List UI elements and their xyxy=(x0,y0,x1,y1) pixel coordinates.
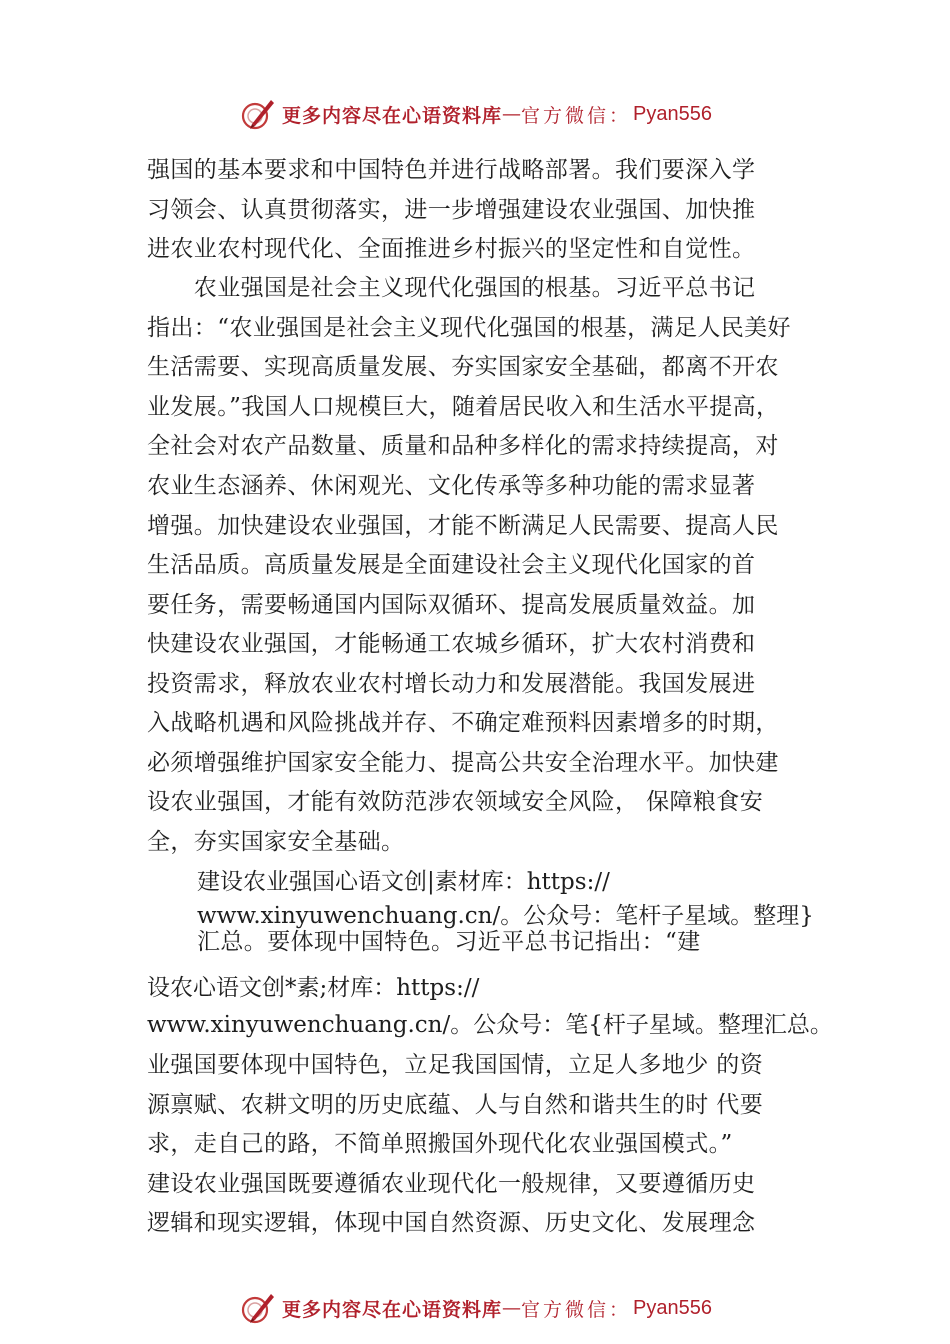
text-line: 建设农业强国心语文创|素材库：https:// xyxy=(197,869,610,895)
text-line: 进农业农村现代化、全面推进乡村振兴的坚定性和自觉性。 xyxy=(147,236,756,262)
text-line: 求，走自己的路，不简单照搬国外现代化农业强国模式。” xyxy=(147,1131,733,1157)
footer-separator: — xyxy=(502,1297,522,1319)
text-line: 农业生态涵养、休闲观光、文化传承等多种功能的需求显著 xyxy=(147,473,756,499)
text-line: 增强。加快建设农业强国，才能不断满足人民需要、提高人民 xyxy=(147,513,779,539)
header-separator: — xyxy=(502,103,522,125)
text-line: 必须增强维护国家安全能力、提高公共安全治理水平。加快建 xyxy=(147,750,779,776)
text-line: 设农心语文创*素;材库：https:// xyxy=(147,975,480,1001)
text-line: 入战略机遇和风险挑战并存、不确定难预料因素增多的时期， xyxy=(147,710,779,736)
text-line: 投资需求，释放农业农村增长动力和发展潜能。我国发展进 xyxy=(147,671,756,697)
text-line: 源禀赋、农耕文明的历史底蕴、人与自然和谐共生的时 代要 xyxy=(147,1092,764,1118)
text-line: 设农业强国，才能有效防范涉农领域安全风险， 保障粮食安 xyxy=(147,789,764,815)
text-line: 习领会、认真贯彻落实，进一步增强建设农业强国、加快推 xyxy=(147,197,756,223)
text-line: 建设农业强国既要遵循农业现代化一般规律，又要遵循历史 xyxy=(147,1171,756,1197)
text-line: 全社会对农产品数量、质量和品种多样化的需求持续提高，对 xyxy=(147,433,779,459)
text-line: 全，夯实国家安全基础。 xyxy=(147,829,405,855)
footer-title: 更多内容尽在心语资料库 xyxy=(282,1298,503,1321)
header-title: 更多内容尽在心语资料库 xyxy=(282,104,503,127)
footer-banner xyxy=(0,1286,950,1330)
pen-logo-icon xyxy=(238,1288,278,1328)
text-line: 指出：“农业强国是社会主义现代化强国的根基，满足人民美好 xyxy=(147,315,791,341)
footer-wechat-id: Pyan556 xyxy=(633,1296,712,1319)
header-banner xyxy=(0,92,950,136)
text-line: 农业强国是社会主义现代化强国的根基。习近平总书记 xyxy=(147,275,756,301)
text-line: 业强国要体现中国特色，立足我国国情，立足人多地少 的资 xyxy=(147,1052,764,1078)
text-line: 逻辑和现实逻辑，体现中国自然资源、历史文化、发展理念 xyxy=(147,1210,756,1236)
text-line: www.xinyuwenchuang.cn/。公众号：笔{杆子星域。整理汇总。 xyxy=(147,1012,833,1038)
text-line: 生活品质。高质量发展是全面建设社会主义现代化国家的首 xyxy=(147,552,756,578)
header-wechat-id: Pyan556 xyxy=(633,102,712,125)
header-wechat-label: 官方微信： xyxy=(521,104,632,127)
text-line: 生活需要、实现高质量发展、夯实国家安全基础，都离不开农 xyxy=(147,354,779,380)
text-line: www.xinyuwenchuang.cn/。公众号：笔杆子星域。整理} xyxy=(197,903,814,929)
text-line: 快建设农业强国，才能畅通工农城乡循环，扩大农村消费和 xyxy=(147,631,756,657)
text-line: 强国的基本要求和中国特色并进行战略部署。我们要深入学 xyxy=(147,157,756,183)
text-line: 要任务，需要畅通国内国际双循环、提高发展质量效益。加 xyxy=(147,592,756,618)
footer-wechat-label: 官方微信： xyxy=(521,1298,632,1321)
text-line: 汇总。要体现中国特色。习近平总书记指出：“建 xyxy=(197,929,701,955)
pen-logo-icon xyxy=(238,94,278,134)
text-line: 业发展。”我国人口规模巨大，随着居民收入和生活水平提高， xyxy=(147,394,780,420)
